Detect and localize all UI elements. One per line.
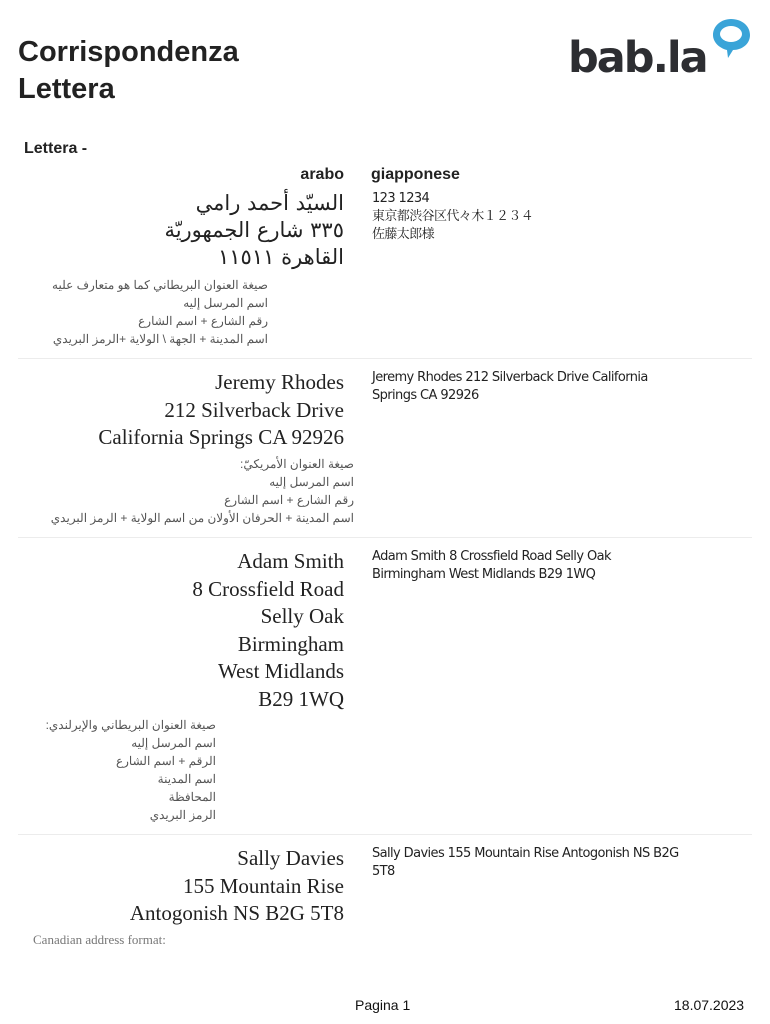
divider	[18, 834, 752, 835]
note-line: صيغة العنوان البريطاني والإيرلندي:	[45, 718, 216, 732]
address-line: Springs CA 92926	[372, 388, 479, 403]
page-number: Pagina 1	[355, 997, 411, 1013]
address-line: Sally Davies 155 Mountain Rise Antogonish NS B2G	[372, 846, 679, 861]
address-line: 155 Mountain Rise	[183, 873, 344, 898]
note-line: الرمز البريدي	[149, 808, 216, 822]
address-line: Adam Smith	[237, 549, 344, 573]
note-line: صيغة العنوان البريطاني كما هو متعارف عليه	[52, 278, 268, 292]
address-line: 8 Crossfield Road	[192, 576, 344, 601]
address-arabic	[20, 190, 344, 271]
note-line: اسم المرسل إليه	[269, 475, 354, 489]
address-line: Selly Oak	[260, 604, 344, 628]
section-label: Lettera -	[24, 140, 88, 157]
address-line: القاهرة ١١٥١١	[218, 245, 344, 269]
address-line: California Springs CA 92926	[98, 425, 344, 449]
note-line: صيغة العنوان الأمريكيّ:	[240, 457, 354, 471]
divider	[18, 537, 752, 538]
address-line: Jeremy Rhodes 212 Silverback Drive California	[372, 370, 648, 385]
address-line: ٣٣٥ شارع الجمهوريّة	[164, 218, 344, 242]
note-line: اسم المرسل إليه	[131, 736, 216, 750]
title-line-2: Lettera	[18, 73, 115, 105]
note-line: Canadian address format:	[33, 932, 166, 947]
address-uk	[20, 548, 344, 713]
address-line: 5T8	[372, 864, 395, 879]
format-note	[20, 716, 216, 824]
note-line: رقم الشارع + اسم الشارع	[138, 314, 268, 328]
note-line: اسم المرسل إليه	[183, 296, 268, 310]
address-line: West Midlands	[217, 659, 344, 683]
babla-logo[interactable]	[568, 16, 754, 82]
note-line: اسم المدينة	[157, 772, 216, 786]
address-line: Sally Davies	[237, 846, 344, 870]
address-uk-inline	[372, 548, 744, 584]
format-note	[20, 276, 268, 348]
note-line: المحافظة	[168, 790, 216, 804]
logo-text: bab.la	[568, 33, 707, 83]
address-canada-inline	[372, 845, 744, 881]
address-line: السيّد أحمد رامي	[195, 191, 344, 215]
page-title	[18, 34, 239, 108]
note-line: رقم الشارع + اسم الشارع	[224, 493, 354, 507]
address-canada	[20, 845, 344, 928]
footer-date: 18.07.2023	[674, 997, 745, 1013]
format-note	[20, 455, 354, 527]
speech-bubble-icon	[709, 16, 755, 62]
address-japanese	[372, 190, 744, 244]
address-line: Adam Smith 8 Crossfield Road Selly Oak	[372, 549, 611, 564]
title-line-1: Corrispondenza	[18, 36, 239, 68]
format-note	[33, 931, 373, 949]
address-line: B29 1WQ	[258, 686, 344, 711]
note-line: اسم المدينة + الحرفان الأولان من اسم الولاية + الرمز البريدي	[50, 511, 354, 525]
address-line: Birmingham	[237, 631, 344, 656]
address-us-inline	[372, 369, 744, 405]
address-line: Antogonish NS B2G 5T8	[129, 901, 344, 925]
address-line: 東京都渋谷区代々木１２３４	[372, 209, 534, 224]
divider	[18, 358, 752, 359]
address-line: Birmingham West Midlands B29 1WQ	[372, 567, 596, 582]
note-line: اسم المدينة + الجهة \ الولاية +الرمز البريدي	[52, 332, 268, 346]
column-head-arabic: arabo	[300, 166, 344, 183]
address-line: 佐藤太郎様	[372, 227, 435, 242]
address-us	[20, 369, 344, 452]
note-line: الرقم + اسم الشارع	[115, 754, 216, 768]
address-line: 123 1234	[372, 191, 430, 206]
address-line: 212 Silverback Drive	[164, 397, 344, 422]
column-head-japanese: giapponese	[371, 166, 460, 183]
address-line: Jeremy Rhodes	[215, 370, 344, 394]
